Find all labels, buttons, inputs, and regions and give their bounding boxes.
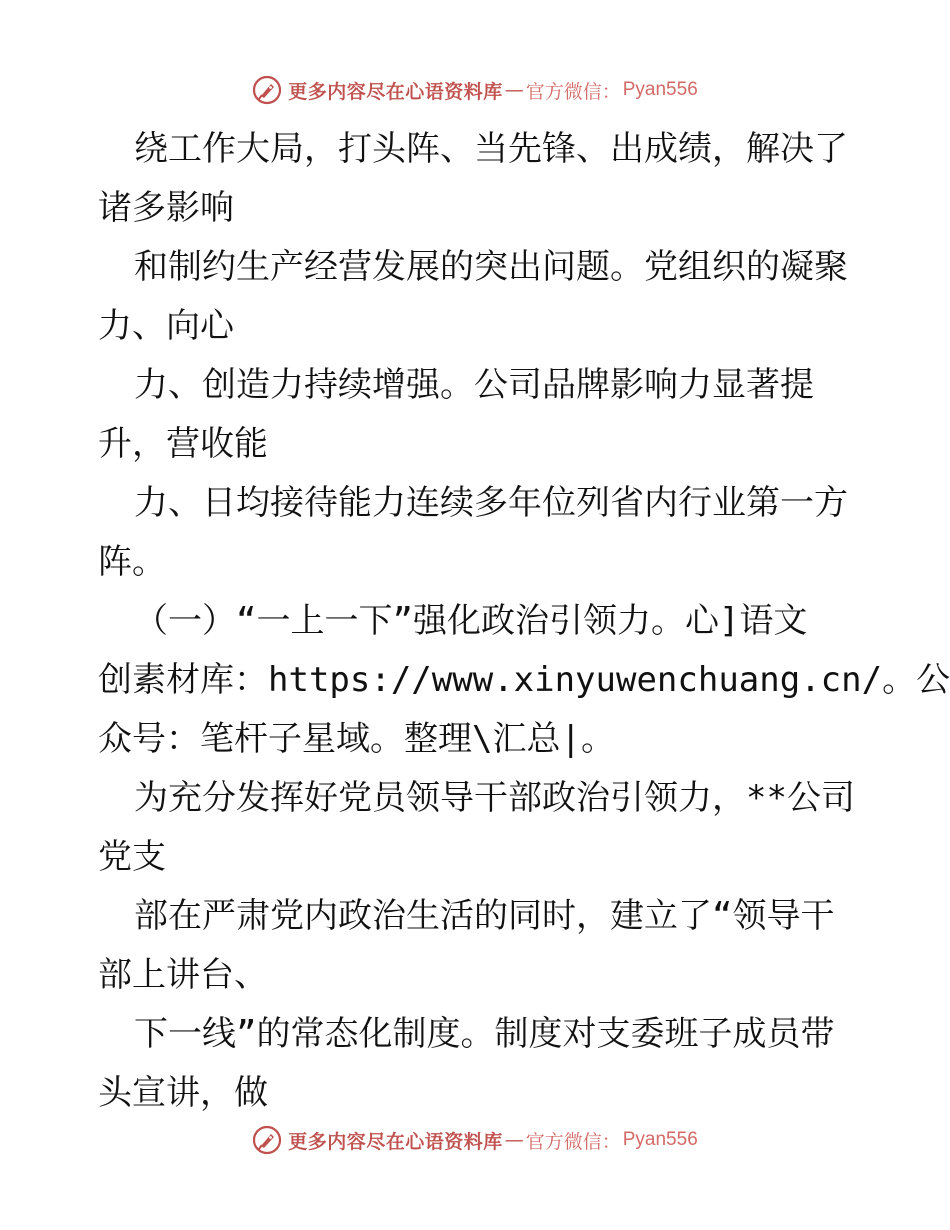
body-line: 头宣讲，做 xyxy=(98,1073,268,1113)
body-line: 绕工作大局，打头阵、当先锋、出成绩，解决了 xyxy=(134,129,848,169)
footer-contact-label: 官方微信： xyxy=(525,1130,621,1153)
body-line: 阵。 xyxy=(98,542,166,582)
body-line: 诸多影响 xyxy=(98,188,234,228)
body-line: 创素材库：https://www.xinyuwenchuang.cn/。公 xyxy=(98,660,950,700)
header-separator: — xyxy=(504,79,524,101)
body-line: 力、创造力持续增强。公司品牌影响力显著提 xyxy=(134,365,814,405)
body-line: 升，营收能 xyxy=(98,424,268,464)
pen-nib-icon xyxy=(252,75,282,105)
body-line: 下一线”的常态化制度。制度对支委班子成员带 xyxy=(134,1014,835,1054)
section-heading-line: （一）“一上一下”强化政治引领力。心]语文 xyxy=(134,601,808,641)
body-line: 部上讲台、 xyxy=(98,955,268,995)
body-line: 和制约生产经营发展的突出问题。党组织的凝聚 xyxy=(134,247,848,287)
body-line: 党支 xyxy=(98,837,166,877)
footer-separator: — xyxy=(504,1129,524,1151)
body-line: 为充分发挥好党员领导干部政治引领力，**公司 xyxy=(134,778,855,818)
header-contact-id: Pyan556 xyxy=(622,79,698,100)
header-banner[interactable] xyxy=(0,72,950,108)
pen-nib-icon xyxy=(252,1125,282,1155)
footer-site-text: 更多内容尽在心语资料库 xyxy=(288,1130,503,1153)
header-site-text: 更多内容尽在心语资料库 xyxy=(288,80,503,103)
footer-contact-id: Pyan556 xyxy=(622,1129,698,1150)
body-line: 力、日均接待能力连续多年位列省内行业第一方 xyxy=(134,483,848,523)
header-contact-label: 官方微信： xyxy=(525,80,621,103)
document-body xyxy=(98,120,950,1123)
body-line: 力、向心 xyxy=(98,306,234,346)
body-line: 众号：笔杆子星域。整理\汇总|。 xyxy=(98,719,615,759)
footer-banner[interactable] xyxy=(0,1122,950,1158)
body-line: 部在严肃党内政治生活的同时，建立了“领导干 xyxy=(134,896,835,936)
